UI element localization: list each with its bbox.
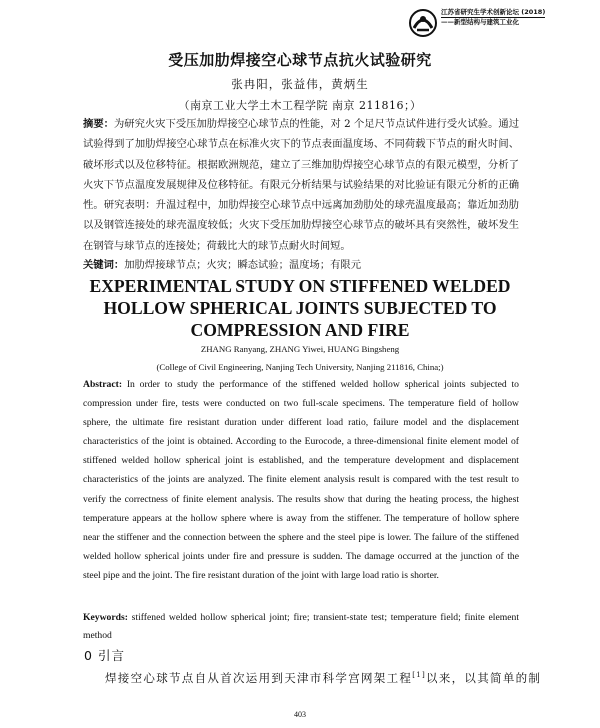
keywords-english-label: Keywords: <box>83 612 128 623</box>
abstract-chinese-label: 摘要： <box>83 118 114 130</box>
abstract-english-label: Abstract: <box>83 379 123 390</box>
page-number: 403 <box>294 710 306 719</box>
conference-logo-icon <box>408 8 438 38</box>
paper-title-english-line: COMPRESSION AND FIRE <box>190 320 410 340</box>
abstract-chinese-text: 为研究火灾下受压加肋焊接空心球节点的性能，对 2 个足尺节点试件进行受火试验。通过试验得到了加肋焊接空心球节点在标准火灾下的节点表面温度场、不同荷载下节点的耐火时间、破坏形式以及位移特征。根据欧洲规范，建立了三维加肋焊接空心球节点的有限元模型，分析了火灾下节点温度发展规律及位移特征。有限元分析结果与试验结果的对比验证有限元分析的正确性。研究表明：升温过程中，加肋焊接空心球节点中远离加劲肋处的球壳温度最高；靠近加劲肋以及钢管连接处的球壳温度较低；火灾下受压加肋焊接空心球节点的破坏具有突然性，破坏发生在钢管与球节点的连接处；荷载比大的球节点耐火时间短。 <box>83 118 519 252</box>
paper-title-english <box>0 275 600 341</box>
keywords-chinese-text: 加肋焊接球节点；火灾；瞬态试验；温度场；有限元 <box>124 259 362 271</box>
keywords-english <box>83 609 519 645</box>
section-title: 引言 <box>97 648 125 663</box>
paper-title-english-line: EXPERIMENTAL STUDY ON STIFFENED WELDED <box>89 276 511 296</box>
keywords-chinese-label: 关键词： <box>83 259 125 271</box>
authors-english: ZHANG Ranyang, ZHANG Yiwei, HUANG Bingsheng <box>200 344 400 354</box>
affiliation-english: (College of Civil Engineering, Nanjing Tech University, Nanjing 211816, China;) <box>156 362 444 372</box>
conference-subtitle: ——新型结构与建筑工业化 <box>441 17 545 27</box>
keywords-chinese <box>83 256 519 274</box>
authors-chinese: 张冉阳，张益伟，黄炳生 <box>231 77 369 91</box>
abstract-english-text: In order to study the performance of the stiffened welded hollow spherical joints subjected to compression under fire, tests were conducted on two full-scale specimens. The temperature field of hollow sphere, the ultimate fire resistant duration under different load ratio, failure model and the displacement characteristics of the joint is obtained. According to the Eurocode, a three-dimensional finite element model of stiffened welded hollow spherical joint is established, and the temperature development and displacement characteristics of the joints are analyzed. The finite element analysis result is compared with the test result to verify the correctness of finite element analysis. The results show that during the heating process, the highest temperature appears at the hollow sphere where is away from the stiffener. The temperature of hollow sphere near the stiffener and the connection between the sphere and the steel pipe is lower. The failure of the stiffened welded hollow spherical joints under fire and pressure is sudden. The damage occurred at the junction of the steel pipe and the joint. The fire resistant duration of the joint with large load ratio is shorter. <box>83 379 519 581</box>
introduction-paragraph <box>105 667 542 686</box>
affiliation-chinese: （南京工业大学土木工程学院 南京 211816；） <box>178 99 422 112</box>
section-heading-introduction <box>84 646 125 664</box>
section-number: 0 <box>84 648 93 663</box>
intro-text-before: 焊接空心球节点自从首次运用到天津市科学宫网架工程 <box>105 670 413 685</box>
keywords-english-text: stiffened welded hollow spherical joint; fire; transient-state test; temperature field; finite element method <box>83 612 520 641</box>
intro-text-after: 以来，以其简单的制 <box>426 670 542 685</box>
abstract-english <box>83 375 519 585</box>
citation-link[interactable]: [1] <box>412 671 427 679</box>
conference-name: 江苏省研究生学术创新论坛 (2018) <box>441 8 546 16</box>
paper-title-english-line: HOLLOW SPHERICAL JOINTS SUBJECTED TO <box>103 298 497 318</box>
abstract-chinese <box>83 114 519 256</box>
paper-title-chinese: 受压加肋焊接空心球节点抗火试验研究 <box>168 51 432 69</box>
conference-header <box>408 8 545 38</box>
